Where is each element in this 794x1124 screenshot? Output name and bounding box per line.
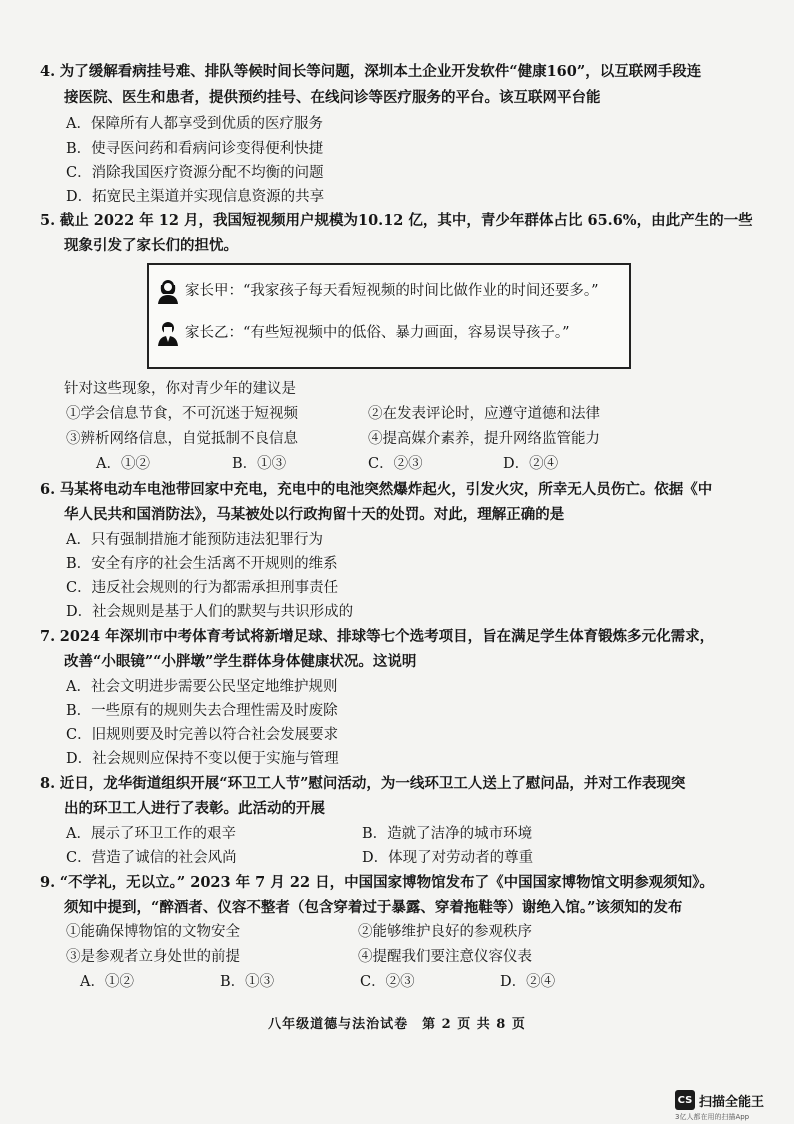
q9-number: 9. (40, 874, 56, 891)
parent-a-row (157, 275, 599, 307)
q9-choice-c: C．②③ (360, 974, 415, 990)
parents-quote-box (147, 263, 631, 369)
q7-option-a: A．社会文明进步需要公民坚定地维护规则 (66, 679, 338, 695)
camscanner-logo-icon: CS (675, 1090, 695, 1110)
page-footer: 八年级道德与法治试卷 第 2 页 共 8 页 (268, 1017, 526, 1032)
q8-number: 8. (40, 775, 56, 792)
parent-b-row (157, 317, 570, 349)
q4-option-a: A．保障所有人都享受到优质的医疗服务 (66, 116, 323, 132)
q5-stem-line2: 现象引发了家长们的担忧。 (64, 237, 238, 254)
q5-item-1: ①学会信息节食，不可沉迷于短视频 (66, 406, 298, 422)
q6-option-b: B．安全有序的社会生活离不开规则的维系 (66, 556, 338, 572)
q5-item-2: ②在发表评论时，应遵守道德和法律 (368, 406, 600, 422)
parent-a-quote: 家长甲：“我家孩子每天看短视频的时间比做作业的时间还要多。” (185, 283, 599, 299)
q5-choice-c: C．②③ (368, 456, 423, 472)
q6-stem-line2: 华人民共和国消防法》，马某被处以行政拘留十天的处罚。对此，理解正确的是 (64, 506, 565, 523)
q7-option-c: C．旧规则要及时完善以符合社会发展要求 (66, 727, 339, 743)
q5-item-3: ③辨析网络信息，自觉抵制不良信息 (66, 431, 298, 447)
q5-item-4: ④提高媒介素养，提升网络监管能力 (368, 431, 600, 447)
q8-option-a: A．展示了环卫工作的艰辛 (66, 826, 236, 842)
q7-stem-line1: 7. 2024 年深圳市中考体育考试将新增足球、排球等七个选考项目，旨在满足学生体育锻炼多元化需求， (40, 628, 715, 645)
q9-stem-line2: 须知中提到，“醉酒者、仪容不整者（包含穿着过于暴露、穿着拖鞋等）谢绝入馆。”该须知的发布 (64, 899, 683, 916)
q9-item-2: ②能够维护良好的参观秩序 (358, 924, 532, 940)
q9-item-4: ④提醒我们要注意仪容仪表 (358, 949, 532, 965)
q7-number: 7. (40, 628, 56, 645)
q9-choice-b: B．①③ (220, 974, 275, 990)
q9-item-1: ①能确保博物馆的文物安全 (66, 924, 240, 940)
q6-option-c: C．违反社会规则的行为都需承担刑事责任 (66, 580, 339, 596)
q7-option-d: D．社会规则应保持不变以便于实施与管理 (66, 751, 339, 767)
q5-prompt: 针对这些现象，你对青少年的建议是 (64, 381, 296, 397)
q9-choice-a: A．①② (80, 974, 134, 990)
scanner-watermark (675, 1090, 764, 1110)
q8-option-c: C．营造了诚信的社会风尚 (66, 850, 237, 866)
q9-choice-d: D．②④ (500, 974, 556, 990)
q5-stem-line1: 5. 截止 2022 年 12 月，我国短视频用户规模为10.12 亿，其中，青少年群体占比 65.6%，由此产生的一些 (40, 212, 753, 229)
q5-choice-b: B．①③ (232, 456, 287, 472)
q6-stem-line1: 6. 马某将电动车电池带回家中充电，充电中的电池突然爆炸起火，引发火灾，所幸无人员伤亡。依据《中 (40, 481, 713, 498)
q8-stem-line1: 8. 近日，龙华街道组织开展“环卫工人节”慰问活动，为一线环卫工人送上了慰问品，并对工作表现突 (40, 775, 686, 792)
q8-stem-line2: 出的环卫工人进行了表彰。此活动的开展 (64, 800, 325, 817)
q7-stem-line2: 改善“小眼镜”“小胖墩”学生群体身体健康状况。这说明 (64, 653, 417, 670)
q4-stem-line1: 4. 为了缓解看病挂号难、排队等候时间长等问题，深圳本土企业开发软件“健康160”，以互联网手段连 (40, 63, 702, 80)
q5-choice-d: D．②④ (503, 456, 559, 472)
parent-b-quote: 家长乙：“有些短视频中的低俗、暴力画面，容易误导孩子。” (185, 325, 570, 341)
q4-option-b: B．使寻医问药和看病问诊变得便利快捷 (66, 141, 324, 157)
q9-stem-line1: 9. “不学礼，无以立。” 2023 年 7 月 22 日，中国国家博物馆发布了《中国国家博物馆文明参观须知》。 (40, 874, 714, 891)
scanner-tagline: 3亿人都在用的扫描App (675, 1113, 750, 1121)
q6-option-a: A．只有强制措施才能预防违法犯罪行为 (66, 532, 323, 548)
q6-option-d: D．社会规则是基于人们的默契与共识形成的 (66, 604, 354, 620)
q8-option-d: D．体现了对劳动者的尊重 (362, 850, 534, 866)
q4-number: 4. (40, 63, 56, 80)
q9-item-3: ③是参观者立身处世的前提 (66, 949, 240, 965)
q7-option-b: B．一些原有的规则失去合理性需及时废除 (66, 703, 338, 719)
q6-number: 6. (40, 481, 56, 498)
q4-stem-line2: 接医院、医生和患者，提供预约挂号、在线问诊等医疗服务的平台。该互联网平台能 (64, 89, 601, 106)
q4-option-d: D．拓宽民主渠道并实现信息资源的共享 (66, 189, 325, 205)
male-parent-icon (157, 320, 179, 346)
q5-number: 5. (40, 212, 56, 229)
q4-option-c: C．消除我国医疗资源分配不均衡的问题 (66, 165, 324, 181)
q5-choice-a: A．①② (96, 456, 150, 472)
female-parent-icon (157, 278, 179, 304)
scanner-app-name: 扫描全能王 (699, 1094, 765, 1110)
q8-option-b: B．造就了洁净的城市环境 (362, 826, 533, 842)
